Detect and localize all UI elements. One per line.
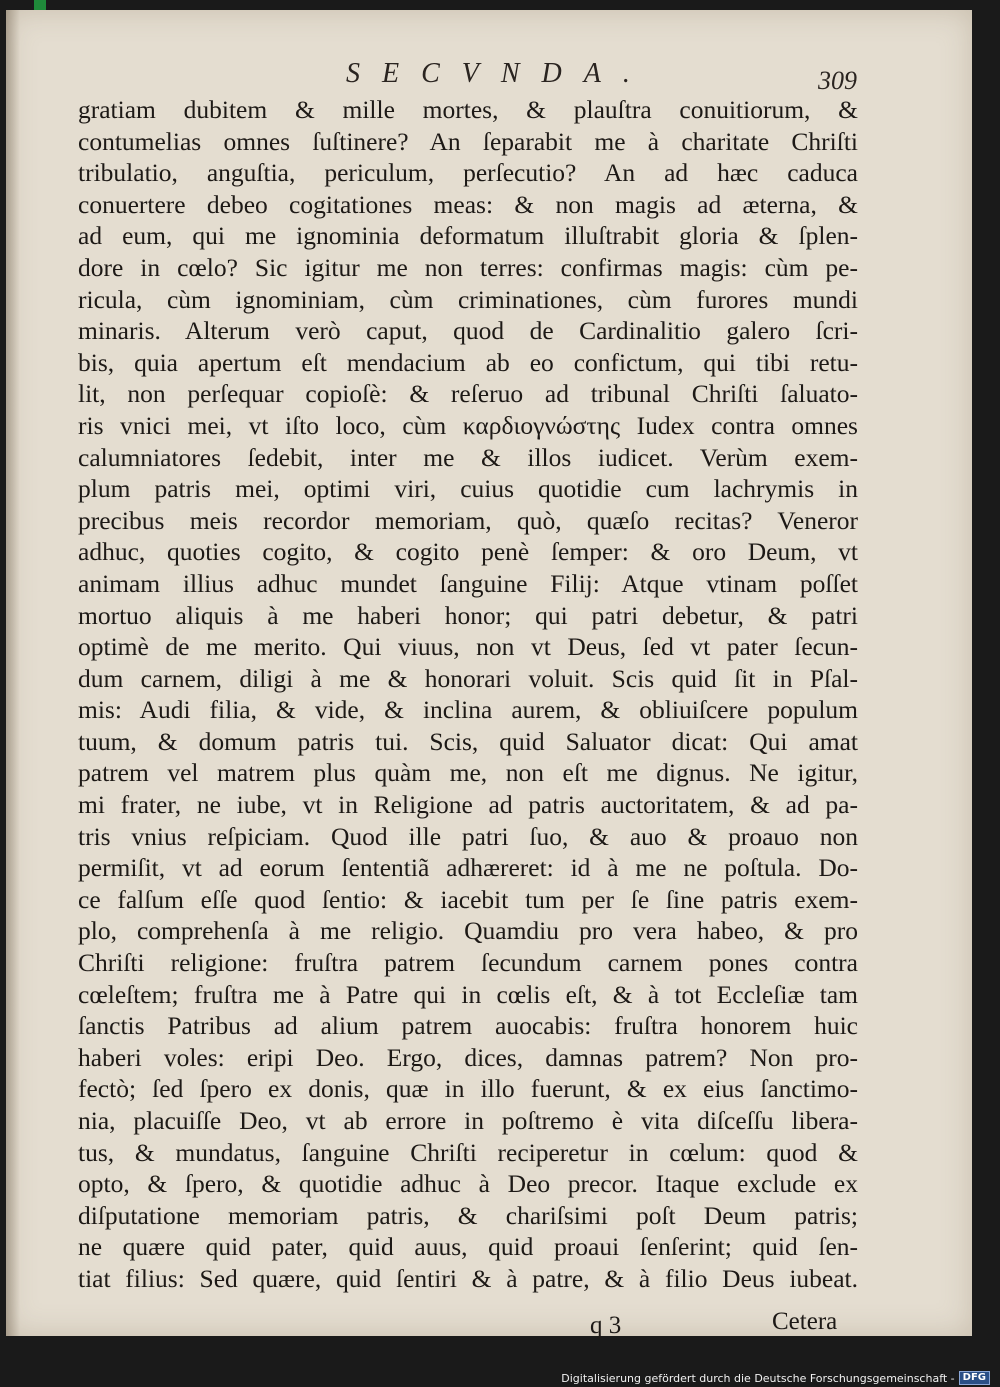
text-line: minaris. Alterum verò caput, quod de Cardinalitio galero ſcri-: [78, 316, 858, 346]
text-line: conuertere debeo cogitationes meas: & non magis ad æterna, &: [78, 189, 858, 219]
text-line: dore in cœlo? Sic igitur me non terres: confirmas magis: cùm pe-: [78, 252, 858, 282]
text-line: tiat filius: Sed quære, quid ſentiri & à patre, & à filio Deus iubeat.: [78, 1263, 858, 1293]
text-line: plum patris mei, optimi viri, cuius quotidie cum lachrymis in: [78, 474, 858, 504]
text-line: opto, & ſpero, & quotidie adhuc à Deo precor. Itaque exclude ex: [78, 1169, 858, 1199]
text-line: precibus meis recordor memoriam, quò, quæſo recitas? Veneror: [78, 505, 858, 535]
text-line: ſanctis Patribus ad alium patrem auocabis: fruſtra honorem huic: [78, 1011, 858, 1041]
text-line: gratiam dubitem & mille mortes, & plauſtra conuitiorum, &: [78, 95, 858, 124]
text-line: nia, placuiſſe Deo, vt ab errore in poſtremo è vita diſceſſu libera-: [78, 1106, 858, 1135]
text-line: patrem vel matrem plus quàm me, non eſt me dignus. Ne igitur,: [78, 758, 858, 788]
dfg-logo-icon: DFG: [959, 1371, 990, 1385]
text-line: fectò; ſed ſpero ex donis, quæ in illo fuerunt, & ex eius ſanctimo-: [78, 1074, 858, 1104]
text-line: adhuc, quoties cogito, & cogito penè ſemper: & oro Deum, vt: [78, 537, 858, 567]
text-line: Chriſti religione: fruſtra patrem ſecundum carnem pones contra: [78, 948, 858, 978]
text-line: optimè de me merito. Qui viuus, non vt Deus, ſed vt pater ſecun-: [78, 632, 858, 662]
catchword: Cetera: [772, 1308, 838, 1335]
page-number: 309: [818, 66, 857, 95]
text-line: contumelias omnes ſuſtinere? An ſeparabit me à charitate Chriſti: [78, 126, 858, 156]
text-line: cœleſtem; fruſtra me à Patre qui in cœlis eſt, & à tot Eccleſiæ tam: [78, 979, 858, 1009]
text-line: ricula, cùm ignominiam, cùm criminationes, cùm furores mundi: [78, 284, 858, 314]
text-line: tribulatio, anguſtia, periculum, perſecutio? An ad hæc caduca: [78, 158, 858, 188]
text-line: dum carnem, diligi à me & honorari voluit. Scis quid ſit in Pſal-: [78, 663, 858, 693]
signature-mark: q 3: [590, 1312, 622, 1339]
text-line: ce falſum eſſe quod ſentio: & iacebit tum per ſe ſine patris exem-: [78, 884, 858, 914]
text-line: mis: Audi filia, & vide, & inclina aurem, & obliuiſcere populum: [78, 695, 858, 725]
text-line: tuum, & domum patris tui. Scis, quid Saluator dicat: Qui amat: [78, 726, 858, 756]
text-line: ad eum, qui me ignominia deformatum illuſtrabit gloria & ſplen-: [78, 221, 858, 251]
text-line: haberi voles: eripi Deo. Ergo, dices, damnas patrem? Non pro-: [78, 1042, 858, 1072]
body-text: [78, 94, 858, 1295]
text-line: tris vnius reſpiciam. Quod ille patri ſuo, & auo & proauo non: [78, 821, 858, 851]
text-line: animam illius adhuc mundet ſanguine Filij: Atque vtinam poſſet: [78, 568, 858, 598]
text-line: ne quære quid pater, quid auus, quid proaui ſenſerint; quid ſen-: [78, 1232, 858, 1262]
text-line: permiſit, vt ad eorum ſententiã adhæreret: id à me ne poſtula. Do-: [78, 853, 858, 883]
credit-text: Digitalisierung gefördert durch die Deutsche Forschungsgemeinschaft -: [561, 1371, 955, 1385]
text-line: calumniatores ſedebit, inter me & illos iudicet. Verùm exem-: [78, 442, 858, 472]
text-line: lit, non perſequar copioſè: & reſeruo ad tribunal Chriſti ſaluato-: [78, 379, 858, 409]
text-line: tus, & mundatus, ſanguine Chriſti reciperetur in cœlum: quod &: [78, 1137, 858, 1167]
text-line: diſputatione memoriam patris, & chariſsimi poſt Deum patris;: [78, 1200, 858, 1230]
text-line: mortuo aliquis à me haberi honor; qui patri debetur, & patri: [78, 600, 858, 630]
running-title: SECVNDA.: [346, 58, 652, 89]
text-line: plo, comprehenſa à me religio. Quamdiu pro vera habeo, & pro: [78, 916, 858, 946]
digitization-credit: [561, 1371, 990, 1385]
text-line: mi frater, ne iube, vt in Religione ad patris auctoritatem, & ad pa-: [78, 790, 858, 820]
text-line: ris vnici mei, vt iſto loco, cùm καρδιογνώστης Iudex contra omnes: [78, 410, 858, 440]
book-page: [6, 10, 972, 1339]
text-line: bis, quia apertum eſt mendacium ab eo confictum, qui tibi retu-: [78, 347, 858, 377]
